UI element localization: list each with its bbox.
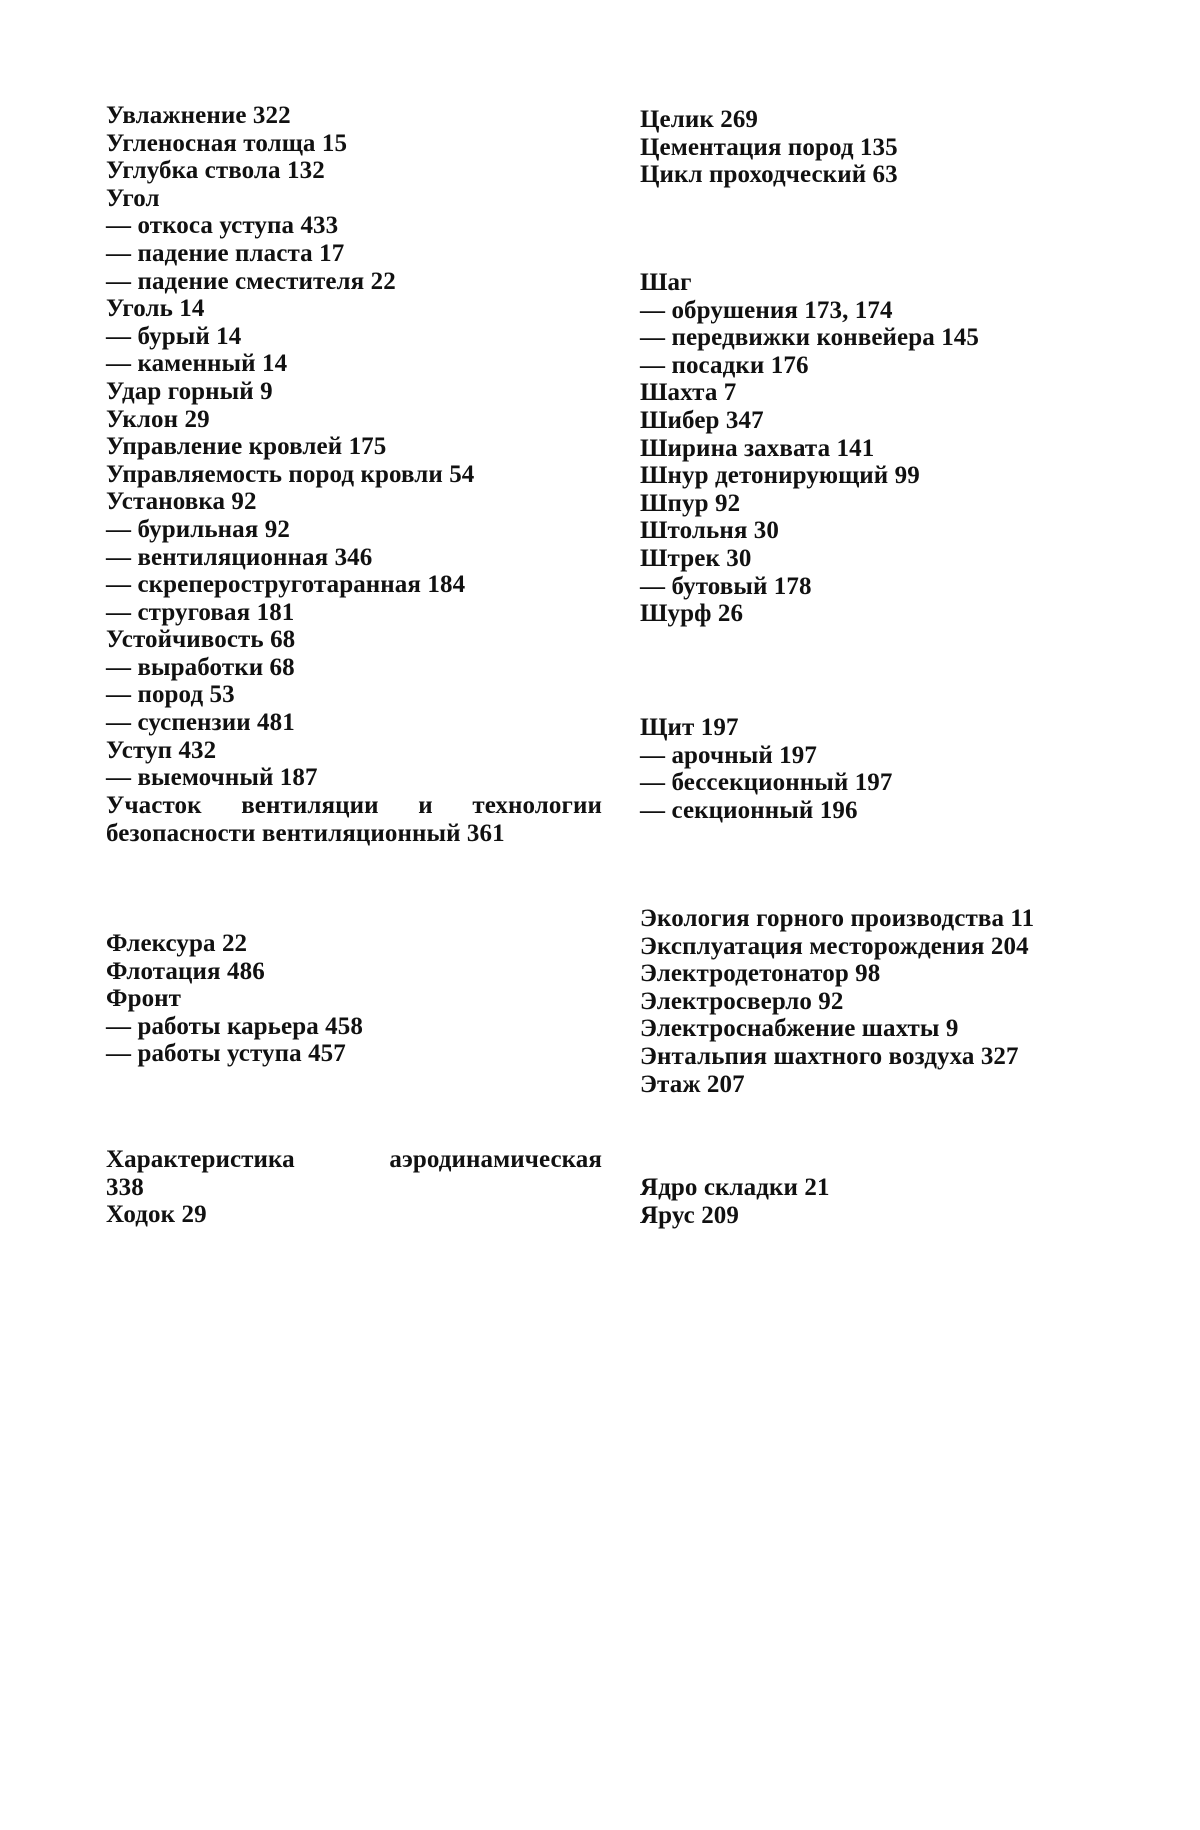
index-entry: Шурф 26 bbox=[640, 600, 744, 628]
index-entry: Целик 269 bbox=[640, 106, 759, 133]
index-entry: — бурильная 92 bbox=[106, 515, 290, 543]
index-entry: Электроснабжение шахты 9 bbox=[640, 1015, 959, 1043]
index-entry: Уголь 14 bbox=[106, 295, 205, 323]
index-entry: — выработки 68 bbox=[106, 653, 295, 681]
index-entry: Флексура 22 bbox=[106, 930, 248, 957]
index-entry: Ходок 29 bbox=[106, 1201, 207, 1228]
index-entry: Цикл проходческий 63 bbox=[640, 161, 898, 189]
index-entry: Энтальпия шахтного воздуха 327 bbox=[640, 1042, 1019, 1070]
index-entry: — бутовый 178 bbox=[640, 572, 812, 600]
index-entry: — откоса уступа 433 bbox=[106, 212, 339, 240]
index-entry: — посадки 176 bbox=[640, 351, 809, 379]
index-entry: Управляемость пород кровли 54 bbox=[106, 460, 475, 488]
index-entry-line: безопасности вентиляционный 361 bbox=[106, 819, 505, 847]
index-entry: Ярус 209 bbox=[640, 1201, 740, 1229]
index-group-ya bbox=[640, 1174, 1110, 1229]
index-group-sh bbox=[640, 269, 1110, 628]
index-group-u bbox=[106, 102, 602, 792]
index-entry: Шпур 92 bbox=[640, 489, 741, 517]
index-entry: — работы карьера 458 bbox=[106, 1012, 363, 1040]
index-entry: Угол bbox=[106, 184, 160, 212]
index-entry: Угленосная толща 15 bbox=[106, 129, 348, 157]
index-entry: Углубка ствола 132 bbox=[106, 157, 325, 185]
index-entry: Ядро складки 21 bbox=[640, 1174, 830, 1201]
index-entry: — струговая 181 bbox=[106, 598, 295, 626]
index-entry-line: Участок вентиляции и технологии bbox=[106, 792, 602, 819]
index-group-f bbox=[106, 930, 602, 1068]
index-entry: Фронт bbox=[106, 985, 182, 1013]
index-entry: — работы уступа 457 bbox=[106, 1040, 346, 1068]
index-group-ts bbox=[640, 106, 1110, 189]
index-entry: Управление кровлей 175 bbox=[106, 433, 387, 461]
index-entry: Устойчивость 68 bbox=[106, 626, 296, 654]
index-entry-line: Характеристика аэродинамическая bbox=[106, 1146, 602, 1173]
index-entry: Цементация пород 135 bbox=[640, 133, 898, 161]
index-entry: Электродетонатор 98 bbox=[640, 960, 881, 988]
index-entry: — суспензии 481 bbox=[106, 709, 295, 737]
index-entry: Флотация 486 bbox=[106, 957, 265, 985]
index-entry: Экология горного производства 11 bbox=[640, 905, 1035, 932]
index-entry: Этаж 207 bbox=[640, 1070, 745, 1098]
index-entry-uchastok bbox=[106, 792, 602, 847]
index-entry: — пород 53 bbox=[106, 681, 235, 709]
index-entry: Штольня 30 bbox=[640, 517, 780, 545]
index-entry: — бессекционный 197 bbox=[640, 769, 893, 797]
index-entry: — бурый 14 bbox=[106, 322, 242, 350]
index-entry: Ширина захвата 141 bbox=[640, 434, 875, 462]
index-entry: — скрепероструготаранная 184 bbox=[106, 571, 466, 599]
index-entry: Шибер 347 bbox=[640, 406, 764, 434]
index-entry: Электросверло 92 bbox=[640, 987, 844, 1015]
index-entry: Шаг bbox=[640, 269, 692, 296]
index-entry: Шахта 7 bbox=[640, 379, 737, 407]
index-entry: Щит 197 bbox=[640, 714, 739, 741]
index-group-shch bbox=[640, 714, 1110, 824]
index-entry: — секционный 196 bbox=[640, 796, 858, 824]
index-group-e bbox=[640, 905, 1110, 1098]
index-entry: Штрек 30 bbox=[640, 544, 752, 572]
index-entry: Шнур детонирующий 99 bbox=[640, 462, 920, 490]
index-entry: — падение сместителя 22 bbox=[106, 267, 396, 295]
index-entry: Уклон 29 bbox=[106, 405, 210, 433]
index-entry-line: 338 bbox=[106, 1173, 144, 1201]
index-entry: — арочный 197 bbox=[640, 741, 817, 769]
index-entry: Уступ 432 bbox=[106, 736, 217, 764]
index-entry: — вентиляционная 346 bbox=[106, 543, 373, 571]
index-entry: Увлажнение 322 bbox=[106, 102, 291, 129]
index-entry-harakteristika bbox=[106, 1146, 602, 1201]
index-entry: Эксплуатация месторождения 204 bbox=[640, 932, 1029, 960]
index-entry: Удар горный 9 bbox=[106, 377, 273, 405]
index-entry: — передвижки конвейера 145 bbox=[640, 324, 979, 352]
index-entry: — падение пласта 17 bbox=[106, 239, 345, 267]
index-entry: — выемочный 187 bbox=[106, 764, 318, 792]
index-entry: — каменный 14 bbox=[106, 350, 288, 378]
index-entry: — обрушения 173, 174 bbox=[640, 296, 893, 324]
index-entry: Установка 92 bbox=[106, 488, 257, 516]
index-group-h bbox=[106, 1201, 602, 1229]
